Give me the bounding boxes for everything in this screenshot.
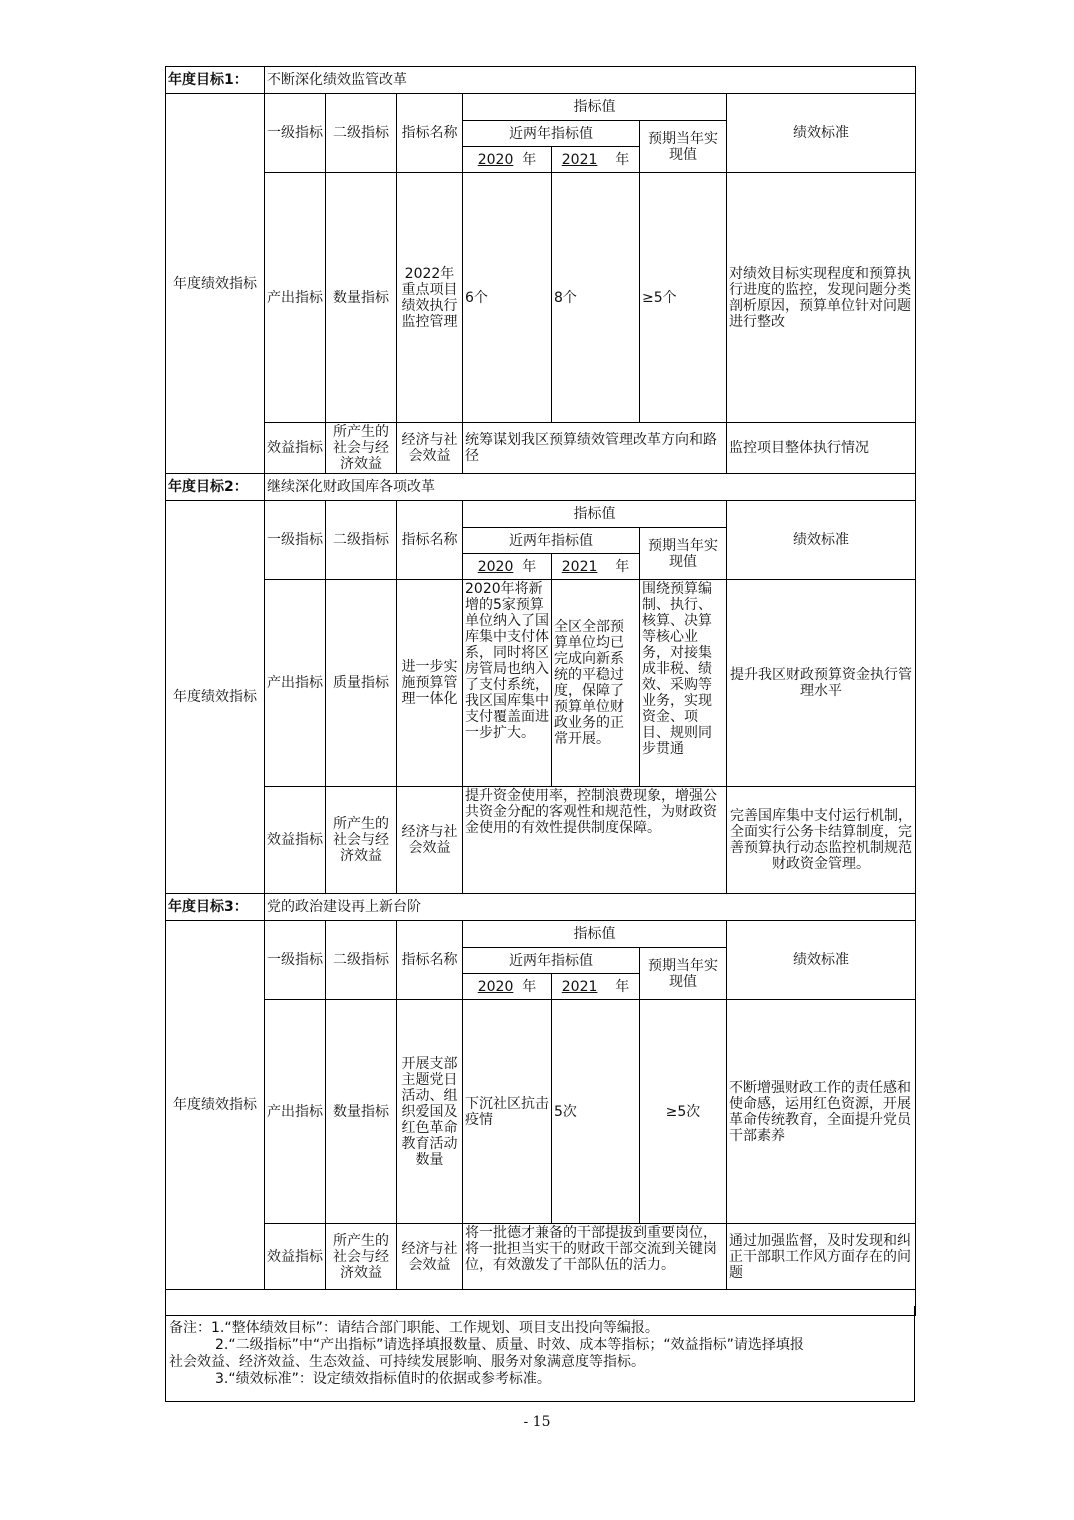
year-unit: 年 [615,151,630,168]
goal-3-title: 党的政治建设再上新台阶 [265,894,916,921]
benefit-level2: 所产生的社会与经济效益 [326,423,397,474]
benefit-level1: 效益指标 [265,423,326,474]
header-expected: 预期当年实现值 [640,948,727,1000]
header-value: 指标值 [463,501,727,528]
year-unit: 年 [615,978,630,995]
output-2020-value: 2020年将新增的5家预算单位纳入了国库集中支付体系，同时将区房管局也纳入了支付系统，我区国库集中支付覆盖面进一步扩大。 [463,580,552,787]
output-2021-value: 全区全部预算单位均已完成向新系统的平稳过度，保障了预算单位财政业务的正常开展。 [552,580,640,787]
header-value: 指标值 [463,94,727,121]
page-number: - 15 [523,1414,551,1430]
header-level1: 一级指标 [265,94,326,173]
header-year-2021 [552,974,640,1000]
header-level1: 一级指标 [265,921,326,1000]
goal-1-title: 不断深化绩效监管改革 [265,67,916,94]
goal-2-section: 年度绩效指标 [166,501,265,894]
header-standard: 绩效标准 [727,921,916,1000]
year-2021: 2021 [561,151,598,168]
goal-2-title: 继续深化财政国库各项改革 [265,474,916,501]
year-2021: 2021 [561,978,598,995]
output-name: 进一步实施预算管理一体化 [397,580,463,787]
output-level2: 质量指标 [326,580,397,787]
header-level1: 一级指标 [265,501,326,580]
benefit-standard: 监控项目整体执行情况 [727,423,916,474]
output-name: 开展支部主题党日活动、组织爱国及红色革命教育活动数量 [397,1000,463,1224]
header-year-2020 [463,147,552,173]
year-2021: 2021 [561,558,598,575]
output-2021-value: 8个 [552,173,640,423]
output-level2: 数量指标 [326,173,397,423]
benefit-name: 经济与社会效益 [397,1224,463,1290]
benefit-level2: 所产生的社会与经济效益 [326,1224,397,1290]
output-2020-value: 6个 [463,173,552,423]
output-standard: 不断增强财政工作的责任感和使命感，运用红色资源，开展革命传统教育，全面提升党员干部素养 [727,1000,916,1224]
output-expected-value: ≥5个 [640,173,727,423]
year-2020: 2020 [477,151,514,168]
header-name: 指标名称 [397,94,463,173]
output-standard: 提升我区财政预算资金执行管理水平 [727,580,916,787]
note-line-4: 3.“绩效标准”：设定绩效指标值时的依据或参考标准。 [215,1371,551,1387]
output-2021-value: 5次 [552,1000,640,1224]
header-year-2021 [552,147,640,173]
output-2020-value: 下沉社区抗击疫情 [463,1000,552,1224]
benefit-value: 统筹谋划我区预算绩效管理改革方向和路径 [463,423,727,474]
performance-goal-table [165,66,916,1316]
header-level2: 二级指标 [326,501,397,580]
output-standard: 对绩效目标实现程度和预算执行进度的监控，发现问题分类剖析原因，预算单位针对问题进行整改 [727,173,916,423]
year-unit: 年 [522,978,537,995]
benefit-standard: 通过加强监督，及时发现和纠正干部职工作风方面存在的问题 [727,1224,916,1290]
benefit-level2: 所产生的社会与经济效益 [326,787,397,894]
header-standard: 绩效标准 [727,501,916,580]
header-level2: 二级指标 [326,94,397,173]
output-level1: 产出指标 [265,580,326,787]
note-line-1: 备注：1.“整体绩效目标”：请结合部门职能、工作规划、项目支出投向等编报。 [169,1320,659,1336]
output-name: 2022年重点项目绩效执行监控管理 [397,173,463,423]
header-level2: 二级指标 [326,921,397,1000]
output-level2: 数量指标 [326,1000,397,1224]
note-line-3: 社会效益、经济效益、生态效益、可持续发展影响、服务对象满意度等指标。 [169,1354,645,1370]
header-expected: 预期当年实现值 [640,528,727,580]
year-unit: 年 [522,151,537,168]
output-expected-value: ≥5次 [640,1000,727,1224]
header-recent: 近两年指标值 [463,528,640,554]
goal-3-label: 年度目标3： [166,894,265,921]
year-2020: 2020 [477,558,514,575]
header-year-2020 [463,974,552,1000]
header-recent: 近两年指标值 [463,948,640,974]
goal-1-section: 年度绩效指标 [166,94,265,474]
output-level1: 产出指标 [265,173,326,423]
output-expected-value: 围绕预算编制、执行、核算、决算等核心业务，对接集成非税、绩效、采购等业务，实现资金、项目、规则同步贯通 [640,580,727,787]
output-level1: 产出指标 [265,1000,326,1224]
header-year-2020 [463,554,552,580]
benefit-level1: 效益指标 [265,787,326,894]
benefit-name: 经济与社会效益 [397,787,463,894]
benefit-value: 提升资金使用率，控制浪费现象，增强公共资金分配的客观性和规范性，为财政资金使用的有效性提供制度保障。 [463,787,727,894]
benefit-standard: 完善国库集中支付运行机制，全面实行公务卡结算制度，完善预算执行动态监控机制规范财政资金管理。 [727,787,916,894]
benefit-value: 将一批德才兼备的干部提拔到重要岗位，将一批担当实干的财政干部交流到关键岗位，有效激发了干部队伍的活力。 [463,1224,727,1290]
year-2020: 2020 [477,978,514,995]
year-unit: 年 [522,558,537,575]
header-standard: 绩效标准 [727,94,916,173]
header-value: 指标值 [463,921,727,948]
benefit-level1: 效益指标 [265,1224,326,1290]
header-year-2021 [552,554,640,580]
goal-2-label: 年度目标2： [166,474,265,501]
notes-box [165,1306,915,1402]
header-recent: 近两年指标值 [463,121,640,147]
header-name: 指标名称 [397,501,463,580]
goal-1-label: 年度目标1： [166,67,265,94]
header-expected: 预期当年实现值 [640,121,727,173]
note-line-2: 2.“二级指标”中“产出指标”请选择填报数量、质量、时效、成本等指标；“效益指标”请选择填报 [215,1337,804,1353]
year-unit: 年 [615,558,630,575]
benefit-name: 经济与社会效益 [397,423,463,474]
goal-3-section: 年度绩效指标 [166,921,265,1290]
header-name: 指标名称 [397,921,463,1000]
